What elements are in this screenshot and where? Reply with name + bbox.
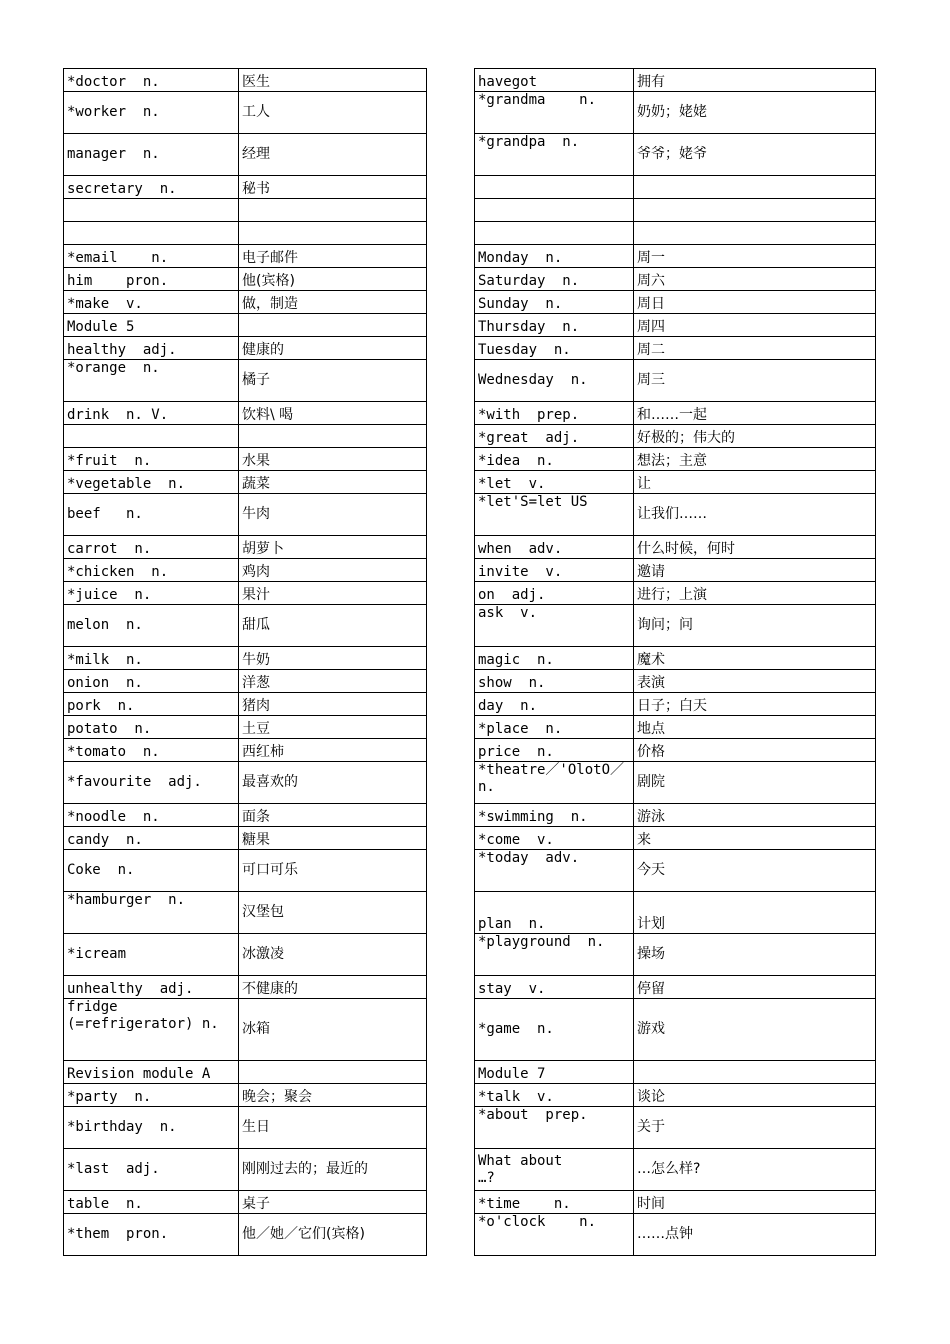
vocab-row [475, 314, 876, 337]
vocab-row [475, 762, 876, 804]
chinese-meaning-cell: 健康的 [239, 337, 427, 360]
vocab-row [64, 314, 427, 337]
english-word-cell: *party n. [64, 1084, 239, 1107]
english-word-cell: *game n. [475, 999, 634, 1061]
chinese-meaning-cell: 他／她／它们(宾格) [239, 1214, 427, 1256]
vocab-row [64, 245, 427, 268]
vocab-row [475, 976, 876, 999]
vocab-row [64, 804, 427, 827]
vocab-row [475, 1214, 876, 1256]
chinese-meaning-cell: 工人 [239, 92, 427, 134]
vocab-row [64, 360, 427, 402]
english-word-cell: *playground n. [475, 934, 634, 976]
chinese-meaning-cell: 操场 [634, 934, 876, 976]
english-word-cell: *vegetable n. [64, 471, 239, 494]
vocab-row [475, 199, 876, 222]
english-word-cell: *let'S=let US [475, 494, 634, 536]
vocab-row [475, 1149, 876, 1191]
vocab-row [475, 245, 876, 268]
vocab-row [64, 471, 427, 494]
english-word-cell [475, 199, 634, 222]
vocab-row [475, 134, 876, 176]
chinese-meaning-cell: 谈论 [634, 1084, 876, 1107]
chinese-meaning-cell: 晚会；聚会 [239, 1084, 427, 1107]
chinese-meaning-cell: 医生 [239, 69, 427, 92]
chinese-meaning-cell: 好极的；伟大的 [634, 425, 876, 448]
english-word-cell: Saturday n. [475, 268, 634, 291]
english-word-cell: melon n. [64, 605, 239, 647]
chinese-meaning-cell: 刚刚过去的；最近的 [239, 1149, 427, 1191]
chinese-meaning-cell: 表演 [634, 670, 876, 693]
vocab-row [475, 559, 876, 582]
english-word-cell: Revision module A [64, 1061, 239, 1084]
chinese-meaning-cell: 邀请 [634, 559, 876, 582]
chinese-meaning-cell: 洋葱 [239, 670, 427, 693]
vocab-row [475, 471, 876, 494]
vocab-row [64, 268, 427, 291]
vocab-row [475, 670, 876, 693]
vocab-row [475, 291, 876, 314]
chinese-meaning-cell [634, 176, 876, 199]
chinese-meaning-cell: 甜瓜 [239, 605, 427, 647]
chinese-meaning-cell [634, 1061, 876, 1084]
english-word-cell: drink n. V. [64, 402, 239, 425]
vocab-row [64, 291, 427, 314]
vocab-row [64, 892, 427, 934]
vocab-row [475, 1191, 876, 1214]
vocab-row [64, 976, 427, 999]
vocab-row [64, 716, 427, 739]
english-word-cell: *fruit n. [64, 448, 239, 471]
chinese-meaning-cell [239, 1061, 427, 1084]
chinese-meaning-cell: 胡萝卜 [239, 536, 427, 559]
chinese-meaning-cell: 牛奶 [239, 647, 427, 670]
english-word-cell: *about prep. [475, 1107, 634, 1149]
english-word-cell: stay v. [475, 976, 634, 999]
vocab-row [64, 69, 427, 92]
chinese-meaning-cell: 价格 [634, 739, 876, 762]
english-word-cell: table n. [64, 1191, 239, 1214]
chinese-meaning-cell [239, 425, 427, 448]
chinese-meaning-cell: 让 [634, 471, 876, 494]
english-word-cell: Module 7 [475, 1061, 634, 1084]
vocab-row [475, 892, 876, 934]
vocab-row [475, 402, 876, 425]
english-word-cell: *today adv. [475, 850, 634, 892]
vocab-table-right [474, 68, 876, 1256]
vocab-row [475, 494, 876, 536]
chinese-meaning-cell: 让我们…… [634, 494, 876, 536]
vocab-row [475, 999, 876, 1061]
chinese-meaning-cell: 猪肉 [239, 693, 427, 716]
vocab-row [64, 559, 427, 582]
chinese-meaning-cell: 游戏 [634, 999, 876, 1061]
english-word-cell: *email n. [64, 245, 239, 268]
vocab-row [64, 934, 427, 976]
english-word-cell: *tomato n. [64, 739, 239, 762]
english-word-cell [475, 222, 634, 245]
vocab-row [64, 337, 427, 360]
english-word-cell: ask v. [475, 605, 634, 647]
english-word-cell: plan n. [475, 892, 634, 934]
chinese-meaning-cell: 冰箱 [239, 999, 427, 1061]
chinese-meaning-cell: 周四 [634, 314, 876, 337]
vocab-row [475, 693, 876, 716]
chinese-meaning-cell: 时间 [634, 1191, 876, 1214]
vocab-row [475, 582, 876, 605]
vocab-row [475, 827, 876, 850]
vocab-row [475, 425, 876, 448]
vocab-table-left [63, 68, 427, 1256]
chinese-meaning-cell: 饮料\ 喝 [239, 402, 427, 425]
chinese-meaning-cell: 今天 [634, 850, 876, 892]
chinese-meaning-cell: 最喜欢的 [239, 762, 427, 804]
chinese-meaning-cell: 做，制造 [239, 291, 427, 314]
chinese-meaning-cell: ……点钟 [634, 1214, 876, 1256]
vocab-row [475, 536, 876, 559]
english-word-cell [64, 199, 239, 222]
english-word-cell: *doctor n. [64, 69, 239, 92]
vocab-row [475, 222, 876, 245]
english-word-cell: What about …? [475, 1149, 634, 1191]
chinese-meaning-cell: 秘书 [239, 176, 427, 199]
vocab-row [475, 1084, 876, 1107]
chinese-meaning-cell: 汉堡包 [239, 892, 427, 934]
vocab-row [64, 1084, 427, 1107]
english-word-cell: *swimming n. [475, 804, 634, 827]
english-word-cell: Tuesday n. [475, 337, 634, 360]
chinese-meaning-cell: 糖果 [239, 827, 427, 850]
vocab-row [64, 1191, 427, 1214]
vocab-row [475, 605, 876, 647]
vocab-row [475, 850, 876, 892]
vocab-row [64, 647, 427, 670]
english-word-cell: healthy adj. [64, 337, 239, 360]
chinese-meaning-cell: 什么时候，何时 [634, 536, 876, 559]
english-word-cell: pork n. [64, 693, 239, 716]
vocab-row [475, 716, 876, 739]
chinese-meaning-cell [634, 199, 876, 222]
vocab-row [64, 762, 427, 804]
vocab-row [475, 647, 876, 670]
english-word-cell: fridge (=refrigerator) n. [64, 999, 239, 1061]
chinese-meaning-cell: 他(宾格) [239, 268, 427, 291]
vocab-row [64, 134, 427, 176]
chinese-meaning-cell: 进行；上演 [634, 582, 876, 605]
chinese-meaning-cell: 牛肉 [239, 494, 427, 536]
vocab-row [64, 999, 427, 1061]
chinese-meaning-cell: 周日 [634, 291, 876, 314]
chinese-meaning-cell: 来 [634, 827, 876, 850]
chinese-meaning-cell: 周三 [634, 360, 876, 402]
chinese-meaning-cell: 询问；问 [634, 605, 876, 647]
chinese-meaning-cell: 停留 [634, 976, 876, 999]
chinese-meaning-cell: 爷爷；姥爷 [634, 134, 876, 176]
vocab-row [64, 850, 427, 892]
english-word-cell: *noodle n. [64, 804, 239, 827]
chinese-meaning-cell: 冰激凌 [239, 934, 427, 976]
vocab-row [475, 804, 876, 827]
english-word-cell: onion n. [64, 670, 239, 693]
chinese-meaning-cell: 经理 [239, 134, 427, 176]
vocab-row [475, 1061, 876, 1084]
english-word-cell: *last adj. [64, 1149, 239, 1191]
vocab-row [64, 605, 427, 647]
chinese-meaning-cell: 面条 [239, 804, 427, 827]
english-word-cell: magic n. [475, 647, 634, 670]
vocab-row [64, 739, 427, 762]
english-word-cell: *time n. [475, 1191, 634, 1214]
vocab-row [64, 425, 427, 448]
chinese-meaning-cell: 地点 [634, 716, 876, 739]
chinese-meaning-cell: 周二 [634, 337, 876, 360]
english-word-cell: price n. [475, 739, 634, 762]
english-word-cell: invite v. [475, 559, 634, 582]
english-word-cell: manager n. [64, 134, 239, 176]
chinese-meaning-cell [634, 222, 876, 245]
chinese-meaning-cell: 西红柿 [239, 739, 427, 762]
vocab-row [475, 360, 876, 402]
english-word-cell: *hamburger n. [64, 892, 239, 934]
chinese-meaning-cell: 土豆 [239, 716, 427, 739]
chinese-meaning-cell: 奶奶；姥姥 [634, 92, 876, 134]
vocab-row [475, 176, 876, 199]
chinese-meaning-cell: 剧院 [634, 762, 876, 804]
vocab-table-right-body [475, 69, 876, 1256]
vocab-row [475, 92, 876, 134]
english-word-cell: Thursday n. [475, 314, 634, 337]
english-word-cell: *icream [64, 934, 239, 976]
english-word-cell: *idea n. [475, 448, 634, 471]
chinese-meaning-cell: 拥有 [634, 69, 876, 92]
chinese-meaning-cell: 生日 [239, 1107, 427, 1149]
english-word-cell: carrot n. [64, 536, 239, 559]
vocab-row [64, 402, 427, 425]
english-word-cell: *theatre／'ОlotО／ n. [475, 762, 634, 804]
english-word-cell: *make v. [64, 291, 239, 314]
vocab-row [64, 448, 427, 471]
chinese-meaning-cell: 周一 [634, 245, 876, 268]
vocab-row [64, 199, 427, 222]
english-word-cell: *orange n. [64, 360, 239, 402]
english-word-cell: unhealthy adj. [64, 976, 239, 999]
english-word-cell: *place n. [475, 716, 634, 739]
english-word-cell: beef n. [64, 494, 239, 536]
vocab-row [64, 176, 427, 199]
chinese-meaning-cell [239, 222, 427, 245]
vocab-row [475, 448, 876, 471]
vocab-row [64, 222, 427, 245]
english-word-cell: *grandma n. [475, 92, 634, 134]
chinese-meaning-cell [239, 199, 427, 222]
chinese-meaning-cell: 水果 [239, 448, 427, 471]
english-word-cell: *with prep. [475, 402, 634, 425]
english-word-cell: *talk v. [475, 1084, 634, 1107]
english-word-cell: *milk n. [64, 647, 239, 670]
english-word-cell: him pron. [64, 268, 239, 291]
english-word-cell: havegot [475, 69, 634, 92]
english-word-cell [475, 176, 634, 199]
english-word-cell: *them pron. [64, 1214, 239, 1256]
chinese-meaning-cell: 果汁 [239, 582, 427, 605]
vocab-row [64, 1214, 427, 1256]
vocab-row [64, 670, 427, 693]
english-word-cell: day n. [475, 693, 634, 716]
english-word-cell: *o'clock n. [475, 1214, 634, 1256]
english-word-cell: *come v. [475, 827, 634, 850]
english-word-cell: *juice n. [64, 582, 239, 605]
chinese-meaning-cell: 蔬菜 [239, 471, 427, 494]
english-word-cell: *favourite adj. [64, 762, 239, 804]
chinese-meaning-cell: 想法；主意 [634, 448, 876, 471]
chinese-meaning-cell: 电子邮件 [239, 245, 427, 268]
english-word-cell: *worker n. [64, 92, 239, 134]
chinese-meaning-cell: 橘子 [239, 360, 427, 402]
chinese-meaning-cell: 鸡肉 [239, 559, 427, 582]
chinese-meaning-cell: 和……一起 [634, 402, 876, 425]
vocab-row [64, 1061, 427, 1084]
english-word-cell: secretary n. [64, 176, 239, 199]
english-word-cell: *grandpa n. [475, 134, 634, 176]
chinese-meaning-cell: 不健康的 [239, 976, 427, 999]
chinese-meaning-cell: 游泳 [634, 804, 876, 827]
chinese-meaning-cell: 关于 [634, 1107, 876, 1149]
vocab-row [475, 934, 876, 976]
chinese-meaning-cell: 魔术 [634, 647, 876, 670]
english-word-cell: *birthday n. [64, 1107, 239, 1149]
vocab-row [475, 337, 876, 360]
english-word-cell: when adv. [475, 536, 634, 559]
vocab-row [64, 1149, 427, 1191]
english-word-cell: Sunday n. [475, 291, 634, 314]
vocab-row [64, 92, 427, 134]
chinese-meaning-cell [239, 314, 427, 337]
english-word-cell: Coke n. [64, 850, 239, 892]
vocab-row [64, 1107, 427, 1149]
vocab-row [64, 693, 427, 716]
english-word-cell: on adj. [475, 582, 634, 605]
chinese-meaning-cell: 可口可乐 [239, 850, 427, 892]
vocab-row [64, 582, 427, 605]
english-word-cell [64, 222, 239, 245]
vocab-row [475, 739, 876, 762]
english-word-cell: candy n. [64, 827, 239, 850]
vocab-row [64, 827, 427, 850]
chinese-meaning-cell: 计划 [634, 892, 876, 934]
english-word-cell: *let v. [475, 471, 634, 494]
vocab-row [475, 268, 876, 291]
english-word-cell: potato n. [64, 716, 239, 739]
english-word-cell [64, 425, 239, 448]
chinese-meaning-cell: 日子；白天 [634, 693, 876, 716]
vocab-table-left-body [64, 69, 427, 1256]
english-word-cell: Monday n. [475, 245, 634, 268]
vocab-row [475, 1107, 876, 1149]
english-word-cell: *great adj. [475, 425, 634, 448]
chinese-meaning-cell: 周六 [634, 268, 876, 291]
english-word-cell: show n. [475, 670, 634, 693]
chinese-meaning-cell: 桌子 [239, 1191, 427, 1214]
english-word-cell: Wednesday n. [475, 360, 634, 402]
english-word-cell: Module 5 [64, 314, 239, 337]
vocab-row [475, 69, 876, 92]
english-word-cell: *chicken n. [64, 559, 239, 582]
chinese-meaning-cell: …怎么样? [634, 1149, 876, 1191]
vocab-row [64, 536, 427, 559]
vocab-row [64, 494, 427, 536]
